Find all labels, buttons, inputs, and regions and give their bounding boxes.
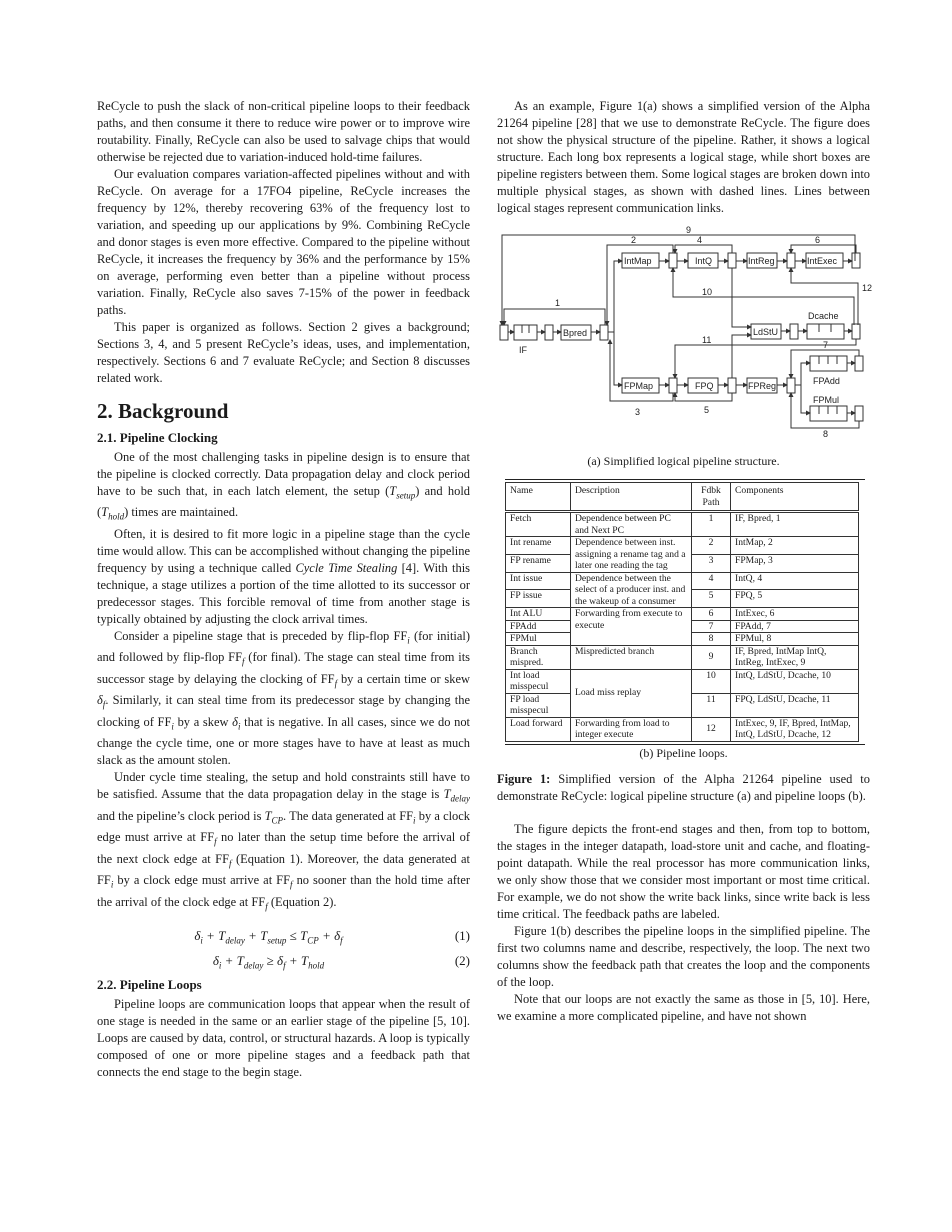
loop-name-cell: Int issue [506, 572, 571, 590]
right-paragraph-1: The figure depicts the front-end stages and then, from top to bottom, the stages in the integer datapath, load-store unit and cache, and floating-point datapath. While the real processor has more communication links, we only show those that we consider most important or most time critical. For example, we do not show the write back links, since write back is less time critical. The feedback paths are labeled. [497, 821, 870, 921]
loop-name-cell: Fetch [506, 512, 571, 537]
stage-intmap-label: IntMap [624, 256, 652, 266]
loop-path-cell: 9 [692, 645, 731, 669]
reg-ldstu-out [790, 324, 798, 339]
loop-label-1: 1 [555, 298, 561, 308]
table-row [506, 645, 859, 669]
stage-fpmap-label: FPMap [624, 381, 654, 391]
clocking-paragraph-3: Consider a pipeline stage that is preceded by flip-flop $FF_i$ (for initial) and followed by flip-flop $FF_f$ (for final). The stage can steal time from its successor stage by delaying the clocking of $FF_f$ by a certain time or skew $\delta_f$. Similarly, it can steal time from its predecessor stage by changing the clocking of $FF_i$ by a skew $\delta_i$ that is negative. In all cases, since we do not change the cycle time, one or more stages have to have at least as much slack as the amount stolen. [97, 628, 470, 768]
section-title-background: 2. Background [97, 399, 229, 423]
loop-name-cell: Load forward [506, 717, 571, 741]
stage-intq-label: IntQ [695, 256, 713, 266]
clocking-paragraph-1: One of the most challenging tasks in pipeline design is to ensure that the pipeline is clocked correctly. Data propagation delay and clock period have to be such that, in each latch element, the setup $(T_{setup})$ and hold $(T_{hold})$ times are maintained. [97, 450, 471, 522]
table-header-row [506, 483, 859, 512]
loop-name-cell: Int load misspecul [506, 669, 571, 693]
clocking-paragraph-2: Often, it is desired to fit more logic in a pipeline stage than the cycle time would allow. This can be accomplished without changing the pipeline frequency by using a technique called Cycle Time Stealing [4]. With this technique, a stage utilizes a portion of the time allotted to its successor or predecessor stages. This forcible removal of time from another stage is typically obtained by adjusting the clock arrival times. [97, 526, 470, 626]
header-description: Description [571, 483, 692, 512]
loop-path-cell: 4 [692, 572, 731, 590]
equation-2-number: (2) [454, 953, 470, 969]
pipeline-loops-table [505, 482, 859, 742]
loop-path-cell: 10 [692, 669, 731, 693]
reg-frontend-out [600, 325, 608, 340]
figure-caption [497, 771, 870, 805]
pipeline-diagram-svg [497, 223, 877, 453]
pipeline-loops-table-wrap [505, 479, 865, 745]
loop-path-cell: 6 [692, 608, 731, 621]
loop-path-cell: 11 [692, 693, 731, 717]
reg-fpadd-out [855, 356, 863, 371]
loop-components-cell: FPAdd, 7 [731, 620, 859, 633]
loop-description-cell: Dependence between PC and Next PC [571, 512, 692, 537]
intro-paragraph-2: Our evaluation compares variation-affected pipelines without and with ReCycle. On average for a 17FO4 pipeline, ReCycle increases the frequency by 12%, thereby recovering 63% of the frequency lost to variation, and speeding up our applications by 9%. Combining ReCycle and donor stages is even more effective. Compared to the pipeline without ReCycle, it increases the frequency by 36% and the performance by 15% on average, performing even better than a pipeline without process variation. Finally, ReCycle also saves 7-15% of the power in feedback paths. [97, 167, 470, 317]
header-fdbk-path: Fdbk Path [692, 483, 731, 512]
loop-description-cell: Dependence between the select of a producer inst. and the wakeup of a consumer [571, 572, 692, 608]
table-row [506, 572, 859, 590]
table-row [506, 537, 859, 555]
loop-name-cell: FP rename [506, 554, 571, 572]
loop-label-3: 3 [635, 407, 641, 417]
loop-components-cell: IF, Bpred, IntMap IntQ, IntReg, IntExec, 9 [731, 645, 859, 669]
equation-1-number: (1) [454, 928, 470, 944]
diagram-caption: (a) Simplified logical pipeline structure. [587, 454, 780, 468]
right-column [497, 98, 873, 1025]
reg-intq-out [728, 253, 736, 268]
table-row [506, 717, 859, 741]
stage-bpred-label: Bpred [563, 328, 588, 338]
loop-description-cell: Load miss replay [571, 669, 692, 717]
loop-label-5: 5 [704, 405, 710, 415]
header-components: Components [731, 483, 859, 512]
loop-description-cell: Mispredicted branch [571, 645, 692, 669]
loops-paragraph: Pipeline loops are communication loops that appear when the result of one stage is needed in the same or an earlier stage of the pipeline [5, 10]. Loops are caused by data, control, or structural hazards. A loop is typically composed of one or more pipeline stages and a feedback path that connects the end stage to the begin stage. [97, 997, 470, 1080]
loop-path-cell: 5 [692, 590, 731, 608]
intro-paragraph-1: ReCycle to push the slack of non-critical pipeline loops to their feedback paths, and then consume it there to reduce wire power or to improve wire routability. Finally, ReCycle can also be used to salvage chips that would otherwise be rejected due to variation-induced hold-time failures. [97, 99, 470, 164]
loop-label-10: 10 [702, 287, 713, 297]
loop-name-cell: Int rename [506, 537, 571, 555]
loop-path-cell: 1 [692, 512, 731, 537]
table-caption: (b) Pipeline loops. [639, 745, 728, 760]
loop-name-cell: Int ALU [506, 608, 571, 621]
reg-if-in [500, 325, 508, 340]
reg-if-out [545, 325, 553, 340]
loop-name-cell: FPMul [506, 633, 571, 646]
loop-components-cell: IntQ, 4 [731, 572, 859, 590]
right-paragraph-3: Note that our loops are not exactly the same as those in [5, 10]. Here, we examine a more complicated pipeline, and have not shown [497, 991, 870, 1023]
loop-components-cell: FPQ, LdStU, Dcache, 11 [731, 693, 859, 717]
stage-intreg-label: IntReg [748, 256, 775, 266]
loop-components-cell: IntQ, LdStU, Dcache, 10 [731, 669, 859, 693]
loop-label-9: 9 [686, 225, 692, 235]
loop-label-2: 2 [631, 235, 637, 245]
reg-fpreg-out [787, 378, 795, 393]
loop-description-cell: Dependence between inst. assigning a rename tag and a later one reading the tag [571, 537, 692, 573]
stage-ldstu-label: LdStU [753, 327, 779, 337]
loop-path-cell: 7 [692, 620, 731, 633]
reg-fpmap-out [669, 378, 677, 393]
subsection-title-pipeline-loops: 2.2. Pipeline Loops [97, 977, 202, 993]
reg-fpq-out [728, 378, 736, 393]
loop-components-cell: FPQ, 5 [731, 590, 859, 608]
loop-name-cell: Branch mispred. [506, 645, 571, 669]
stage-fpmul-label: FPMul [813, 395, 840, 405]
loop-path-cell: 2 [692, 537, 731, 555]
loop-components-cell: IF, Bpred, 1 [731, 512, 859, 537]
table-row [506, 608, 859, 621]
loop-label-7: 7 [823, 340, 829, 350]
reg-dcache-out [852, 324, 860, 339]
header-name: Name [506, 483, 571, 512]
loop-label-8: 8 [823, 429, 829, 439]
stage-dcache-label: Dcache [808, 311, 839, 321]
loop-path-cell: 8 [692, 633, 731, 646]
loop-description-cell: Forwarding from execute to execute [571, 608, 692, 646]
reg-fpmul-out [855, 406, 863, 421]
figure-caption-label: Figure 1: [497, 771, 551, 786]
loop-label-4: 4 [697, 235, 703, 245]
loop-name-cell: FP issue [506, 590, 571, 608]
stage-intexec-label: IntExec [807, 256, 838, 266]
loop-name-cell: FP load misspecul [506, 693, 571, 717]
stage-fpreg-label: FPReg [748, 381, 777, 391]
stage-if-label: IF [519, 345, 527, 355]
left-column [97, 98, 470, 1081]
right-paragraph-2: Figure 1(b) describes the pipeline loops in the simplified pipeline. The first two columns name and describe, respectively, the loop. The next two columns show the feedback path that creates the loop and the components of the loop. [497, 923, 870, 989]
equation-2 [97, 948, 470, 973]
clocking-paragraph-4: Under cycle time stealing, the setup and hold constraints still have to be satisfied. Assume that the data propagation delay in the stage is $T_{delay}$ and the pipeline’s clock period is $T_{CP}$. The data generated at $FF_i$ by a clock edge must arrive at $FF_f$ no later than the setup time before the arrival of the next clock edge at $FF_f$ (Equation 1). Moreover, the data generated at $FF_i$ by a clock edge must arrive at $FF_f$ no sooner than the hold time after the arrival of the clock edge at $FF_f$ (Equation 2). [97, 770, 471, 912]
loop-description-cell: Forwarding from load to integer execute [571, 717, 692, 741]
loop-components-cell: FPMul, 8 [731, 633, 859, 646]
loop-path-cell: 3 [692, 554, 731, 572]
figure-caption-text: Simplified version of the Alpha 21264 pipeline used to demonstrate ReCycle: logical pipeline structure (a) and pipeline loops (b). [497, 771, 870, 803]
subsection-title-pipeline-clocking: 2.1. Pipeline Clocking [97, 430, 218, 445]
loop-label-12: 12 [862, 283, 873, 293]
reg-intexec-out [852, 253, 860, 268]
loop-components-cell: FPMap, 3 [731, 554, 859, 572]
equation-1 [97, 923, 470, 948]
pipeline-diagram [497, 223, 873, 453]
loop-label-11: 11 [702, 335, 712, 345]
table-row [506, 669, 859, 693]
table-row [506, 512, 859, 537]
loop-components-cell: IntMap, 2 [731, 537, 859, 555]
equation-2-body: $\delta_i + T_{delay} \ge \delta_f + T_{hold}$ [212, 953, 325, 971]
loop-components-cell: IntExec, 9, IF, Bpred, IntMap, IntQ, LdStU, Dcache, 12 [731, 717, 859, 741]
loop-path-cell: 12 [692, 717, 731, 741]
reg-intreg-out [787, 253, 795, 268]
stage-fpq-label: FPQ [695, 381, 714, 391]
equation-1-body: $\delta_i + T_{delay} + T_{setup} \le T_{CP} + \delta_f$ [194, 928, 343, 946]
figure-intro-paragraph: As an example, Figure 1(a) shows a simplified version of the Alpha 21264 pipeline [28] that we use to demonstrate ReCycle. The figure does not show the physical structure of the pipeline. Rather, it shows a logical structure. Each long box represents a logical stage, while short boxes are pipeline registers between them. Some logical stages are broken down into multiple physical stages, as shown with dashed lines. Lines between logical stages represent communication links. [497, 99, 870, 215]
intro-paragraph-3: This paper is organized as follows. Section 2 gives a background; Sections 3, 4, and 5 present ReCycle’s ideas, uses, and implementation, respectively. Sections 6 and 7 evaluate ReCycle; and Section 8 discusses related work. [97, 320, 470, 385]
stage-dcache-box [807, 324, 844, 339]
stage-fpadd-label: FPAdd [813, 376, 840, 386]
loop-name-cell: FPAdd [506, 620, 571, 633]
table-body [506, 512, 859, 742]
reg-intmap-out [669, 253, 677, 268]
loop-components-cell: IntExec, 6 [731, 608, 859, 621]
loop-label-6: 6 [815, 235, 821, 245]
stage-if-box [514, 325, 537, 340]
